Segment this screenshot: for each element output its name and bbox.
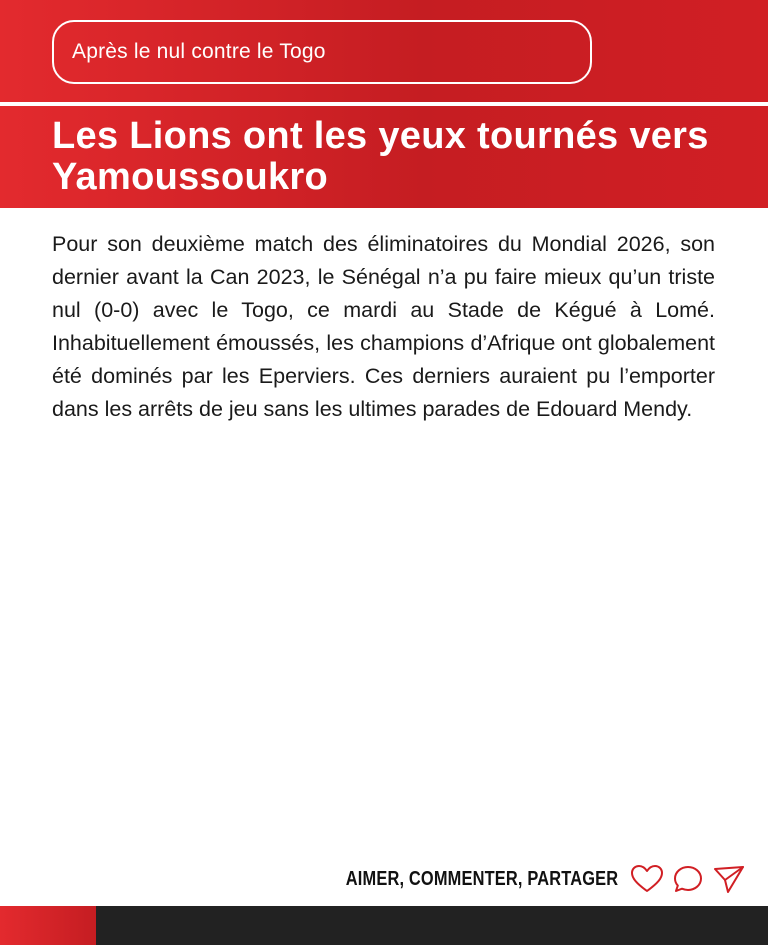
cta-label: AIMER, COMMENTER, PARTAGER [345, 867, 618, 890]
comment-icon[interactable] [672, 864, 704, 894]
kicker-text: Après le nul contre le Togo [72, 40, 326, 63]
header-divider [0, 102, 768, 106]
article-headline: Les Lions ont les yeux tournés vers Yamoussoukro [52, 115, 709, 198]
heart-icon[interactable] [630, 864, 664, 894]
article-body: Pour son deuxième match des éliminatoires du Mondial 2026, son dernier avant la Can 2023, le Sénégal n’a pu faire mieux qu’un triste nul (0-0) avec le Togo, ce mardi au Stade de Kégué à Lomé. Inhabituellement émoussés, les champions d’Afrique ont globalement été dominés par les Eperviers. Ces derniers auraient pu l’emporter dans les arrêts de jeu sans les ultimes parades de Edouard Mendy. [52, 232, 715, 421]
article-kicker [52, 20, 592, 84]
engagement-bar [286, 860, 746, 898]
footer-bar [96, 906, 768, 945]
header-band [0, 0, 768, 208]
footer-accent-red [0, 906, 96, 945]
send-icon[interactable] [712, 864, 746, 894]
